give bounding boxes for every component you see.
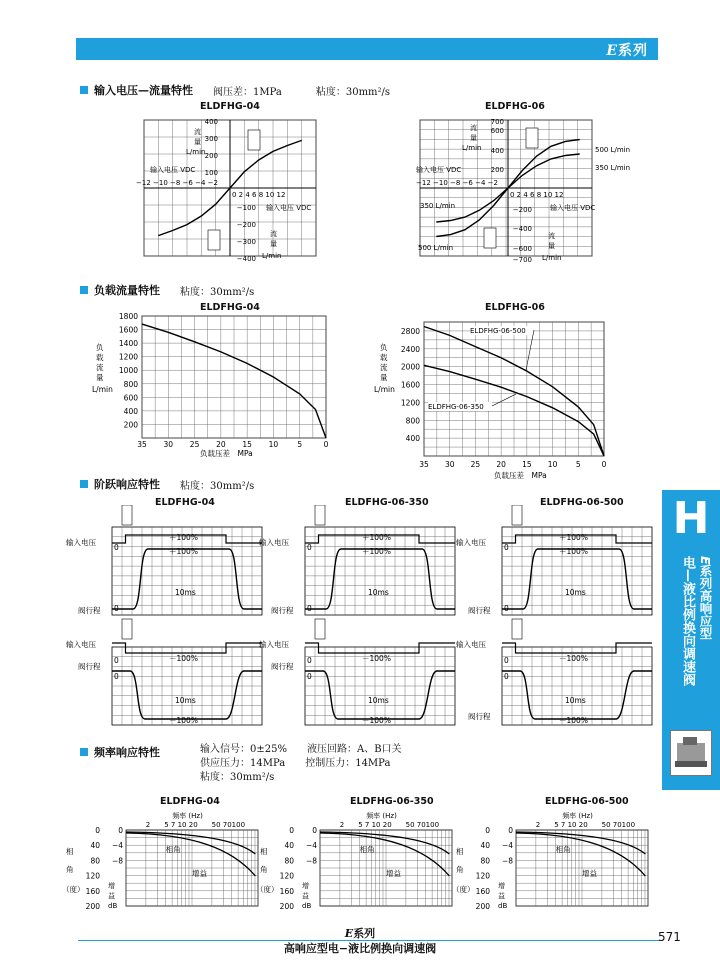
side-brand-mark: E [698,556,713,565]
section-frequency-title: 频率响应特性 [80,744,160,760]
ylabel-char: 流 [96,363,104,372]
xtick: 20 [496,460,506,469]
phase-tick: 80 [284,856,294,866]
spool-stroke-label: 阀行程 [468,606,491,615]
xlabel-neg: 输入电压 VDC [150,166,196,174]
ylabel-bottom-3: L/min [542,254,562,262]
section-bullet-icon [80,286,88,294]
chart-title: ELDFHG-04 [200,101,260,112]
phase-axis-unit: （度） [452,885,475,894]
ylabel-char: 负 [380,343,388,352]
step-label: 10ms [565,588,586,597]
xtick: 5 [575,460,581,469]
input-step-line [305,643,455,653]
xticks-pos: 0 2 4 6 8 10 12 [232,191,286,199]
voltage-flow-charts [90,112,650,272]
phase-tick: 160 [475,886,490,896]
gain-tick: −4 [305,841,317,851]
spool-stroke-label: 阀行程 [271,662,294,671]
gain-curve [320,832,449,854]
freq-axis-label: 频率 (Hz) [172,812,203,820]
ytick: 400 [490,147,504,155]
ytick: 400 [204,118,218,126]
phase-tick: 0 [485,826,490,835]
step-label: ＋100% [362,547,391,556]
phase-tick: 120 [85,871,100,881]
freq-ticks: 2 5 7 10 20 50 70100 [535,821,636,829]
ylabel-bottom: 流 [548,232,555,240]
side-letter: H [662,490,720,548]
gain-axis-label: 增 [108,882,115,890]
zero-label: 0 [504,543,509,552]
valve-symbol-icon [484,228,496,248]
curve-label-350-pos: 350 L/min [595,164,631,172]
input-voltage-label: 输入电压 [456,640,486,649]
footer-product-name: 高响应型电−液比例换向调速阀 [283,942,437,955]
ytick: −600 [512,245,532,253]
xlabel-pos: 输入电压 VDC [550,204,596,212]
ylabel-bottom-3: L/min [262,252,282,260]
valve-symbol-icon [122,619,132,639]
ytick: −400 [236,255,256,263]
chart-title: ELDFHG-04 [200,302,260,313]
valve-symbol-icon [512,505,522,525]
xtick: 5 [297,440,303,449]
ytick: 2000 [400,362,420,372]
zero-label: 0 [504,604,509,613]
gain-axis-label: 益 [498,892,505,900]
section-load-flow-title: 负载流量特性 粘度：30mm²/s [80,282,254,298]
spool-stroke-label: 阀行程 [271,606,294,615]
ylabel-char: 载 [380,353,388,362]
ylabel-bottom-2: 量 [548,242,555,250]
step-label: ＋100% [169,533,198,542]
xtick: 10 [268,440,279,449]
phase-axis-label: 相 [66,847,74,856]
phase-tick: 120 [279,871,294,881]
header-banner [76,38,658,60]
xticks-pos: 0 2 4 6 8 10 12 [510,191,564,199]
input-voltage-label: 输入电压 [259,538,289,547]
ytick: 700 [490,118,504,126]
ytick: 400 [405,434,420,444]
phase-curve [126,833,255,876]
ytick: −700 [512,256,532,264]
xtick: 30 [163,440,174,449]
phase-curve [516,833,645,876]
chart-title: ELDFHG-04 [160,796,220,807]
side-col-1-text: 系列高响应型 [698,564,713,640]
xlabel-neg: 输入电压 VDC [416,166,462,174]
ytick: 600 [123,393,138,403]
step-label: 10ms [368,696,389,705]
phase-axis-unit: （度） [256,885,279,894]
freq-axis-label: 频率 (Hz) [366,812,397,820]
ylabel-unit: L/min [374,385,395,394]
zero-label: 0 [504,672,509,681]
xlabel-pos: 输入电压 VDC [266,204,312,212]
gain-axis-label: 增 [498,882,505,890]
phase-tick: 200 [279,902,294,911]
spool-stroke-label: 阀行程 [468,712,491,721]
chart-title: ELDFHG-06 [485,302,545,313]
step-label: －100% [362,716,391,725]
gain-tick: −8 [111,856,123,866]
phase-tick: 40 [90,841,100,851]
side-col-2: 电—液比例换向调速阀 [680,556,695,686]
spool-response-line [502,671,652,719]
step-label: 10ms [565,696,586,705]
ytick: 100 [204,169,218,177]
spool-stroke-label: 阀行程 [78,662,101,671]
gain-axis-label: dB [498,902,508,910]
ytick: 800 [405,416,420,426]
step-label: －100% [169,716,198,725]
phase-curve-label: 相角 [555,845,571,854]
ylabel-char: 量 [96,373,104,382]
section-bullet-icon [80,748,88,756]
ytick: 2800 [400,326,420,336]
ylabel-top: 流 [470,124,477,132]
valve-symbol-icon [315,619,325,639]
input-step-line [112,643,262,653]
ytick: −400 [512,225,532,233]
gain-curve-label: 增益 [192,869,207,878]
step-label: 10ms [368,588,389,597]
phase-tick: 40 [284,841,294,851]
phase-tick: 0 [95,826,100,835]
ytick: 1800 [118,312,138,321]
cond-line-2: 供应压力：14MPa 控制压力：14MPa [200,758,391,769]
phase-tick: 40 [480,841,490,851]
valve-symbol-icon [526,128,538,148]
zero-label: 0 [114,656,119,665]
gain-axis-label: 增 [302,882,309,890]
step-label: ＋100% [362,533,391,542]
ytick: −200 [512,206,532,214]
gain-tick: 0 [118,826,123,835]
phase-axis-label: 角 [456,865,464,874]
step-label: ＋100% [559,533,588,542]
phase-axis-label: 相 [456,847,464,856]
ylabel-top-2: 量 [194,138,201,146]
step-label: －100% [559,654,588,663]
zero-label: 0 [114,604,119,613]
ytick: −200 [236,221,256,229]
xtick: 20 [216,440,226,449]
phase-tick: 80 [90,856,100,866]
load-flow-charts [90,310,650,480]
frequency-response-charts [0,806,660,914]
cond-line-3: 粘度：30mm²/s [200,772,275,783]
ytick: −100 [236,204,256,212]
curve-label-350-neg: 350 L/min [420,202,456,210]
valve-symbol-icon [208,230,220,250]
spool-response-line [112,671,262,719]
gain-curve-label: 增益 [582,869,597,878]
phase-tick: 200 [475,902,490,911]
xticks-neg: −12 −10 −8 −6 −4 −2 [136,179,218,187]
ytick: 200 [490,166,504,174]
valve-symbol-icon [122,505,132,525]
ylabel-char: 负 [96,343,104,352]
ytick: 600 [490,127,504,135]
phase-tick: 160 [85,886,100,896]
ylabel-char: 流 [380,363,388,372]
section-bullet-icon [80,86,88,94]
gain-curve [516,832,645,854]
chart-title: ELDFHG-06-500 [540,497,624,508]
side-col-1 [698,556,712,640]
gain-axis-label: 益 [108,892,115,900]
ytick: 1400 [118,339,138,349]
zero-label: 0 [114,543,119,552]
xtick: 35 [419,460,429,469]
zero-label: 0 [114,672,119,681]
gain-tick: 0 [312,826,317,835]
phase-tick: 200 [85,902,100,911]
phase-curve-label: 相角 [359,845,375,854]
step-label: ＋100% [169,547,198,556]
valve-symbol-icon [512,619,522,639]
chart-title: ELDFHG-06-500 [545,796,629,807]
xtick: 15 [242,440,252,449]
ylabel-top: 流 [194,128,201,136]
ylabel-bottom: 流 [270,230,277,238]
ylabel-bottom-2: 量 [270,240,277,248]
spool-response-line [305,549,455,609]
section-voltage-flow-title: 输入电压—流量特性 阀压差：1MPa 粘度：30mm²/s [80,82,390,98]
phase-axis-label: 角 [260,865,268,874]
gain-axis-label: dB [108,902,118,910]
ytick: 1600 [118,325,138,335]
chart-title: ELDFHG-04 [155,497,215,508]
step-label: ＋100% [559,547,588,556]
phase-axis-unit: （度） [62,885,85,894]
chart-title: ELDFHG-06-350 [345,497,429,508]
gain-tick: −4 [501,841,513,851]
ytick: 1200 [118,352,138,362]
ylabel-char: 载 [96,353,104,362]
gain-tick: 0 [508,826,513,835]
ylabel-top-3: L/min [186,148,206,156]
chart-title: ELDFHG-06 [485,101,545,112]
brand-mark: E [606,43,618,59]
xtick: 35 [137,440,147,449]
spool-response-line [305,671,455,719]
phase-tick: 160 [279,886,294,896]
phase-tick: 0 [289,826,294,835]
gain-axis-label: dB [302,902,312,910]
gain-curve-label: 增益 [386,869,401,878]
phase-curve [320,833,449,876]
ytick: 200 [123,420,138,430]
xtick: 0 [323,440,329,449]
ytick: 1000 [118,366,138,376]
xticks-neg: −12 −10 −8 −6 −4 −2 [416,179,498,187]
valve-photo-icon [670,730,712,776]
xtick: 15 [522,460,532,469]
ylabel-char: 量 [380,373,388,382]
section-step-response-title: 阶跃响应特性 粘度：30mm²/s [80,476,254,492]
phase-tick: 120 [475,871,490,881]
step-label: －100% [169,654,198,663]
xtick: 10 [547,460,558,469]
phase-curve-label: 相角 [165,845,181,854]
curve-label-500-pos: 500 L/min [595,146,631,154]
zero-label: 0 [307,672,312,681]
gain-tick: −4 [111,841,123,851]
ytick: 800 [123,379,138,389]
valve-symbol-icon [248,130,260,150]
freq-axis-label: 频率 (Hz) [562,812,593,820]
step-label: 10ms [175,696,196,705]
valve-symbol-icon [315,505,325,525]
xtick: 0 [601,460,607,469]
zero-label: 0 [504,656,509,665]
ylabel-unit: L/min [92,385,113,394]
spool-response-line [502,549,652,609]
gain-tick: −8 [501,856,513,866]
xlabel: 负载压差 MPa [494,471,547,480]
xtick: 25 [470,460,481,469]
xlabel: 负载压差 MPa [200,449,253,458]
cond-line-1: 输入信号：0±25% 液压回路：A、B口关 [200,744,402,755]
page-number: 571 [658,930,681,944]
zero-label: 0 [307,543,312,552]
chart-title: ELDFHG-06-350 [350,796,434,807]
step-label: －100% [362,654,391,663]
gain-tick: −8 [305,856,317,866]
ylabel-top-3: L/min [462,144,482,152]
input-voltage-label: 输入电压 [456,538,486,547]
step-label: 10ms [175,588,196,597]
spool-stroke-label: 阀行程 [78,606,101,615]
footer-series-text: 系列 [353,927,376,940]
ylabel-top-2: 量 [470,134,477,142]
curve-label-500-neg: 500 L/min [418,244,454,252]
section-bullet-icon [80,480,88,488]
ytick: 300 [204,135,218,143]
gain-axis-label: 益 [302,892,309,900]
footer-brand-mark: E [344,927,354,940]
phase-tick: 80 [480,856,490,866]
ytick: 2400 [400,344,420,354]
input-voltage-label: 输入电压 [66,538,96,547]
freq-ticks: 2 5 7 10 20 50 70100 [339,821,440,829]
xtick: 25 [189,440,200,449]
zero-label: 0 [307,604,312,613]
xtick: 30 [444,460,455,469]
step-response-charts [0,505,660,735]
ytick: 1200 [400,398,420,408]
zero-label: 0 [307,656,312,665]
side-index-tab [662,490,720,790]
ytick: −300 [236,238,256,246]
phase-axis-label: 相 [260,847,268,856]
series-title: E系列 [606,43,648,59]
step-label: －100% [559,716,588,725]
legend-06-500: ELDFHG-06-500 [470,327,526,335]
phase-axis-label: 角 [66,865,74,874]
freq-ticks: 2 5 7 10 20 50 70100 [145,821,246,829]
ytick: 200 [204,152,218,160]
ytick: 1600 [400,380,420,390]
spool-response-line [112,549,262,609]
legend-06-350: ELDFHG-06-350 [428,403,484,411]
gain-curve [126,832,255,854]
footer-series [0,925,720,941]
input-voltage-label: 输入电压 [66,640,96,649]
freq-conditions [200,743,402,785]
ytick: 400 [123,406,138,416]
input-step-line [502,643,652,653]
input-voltage-label: 输入电压 [259,640,289,649]
